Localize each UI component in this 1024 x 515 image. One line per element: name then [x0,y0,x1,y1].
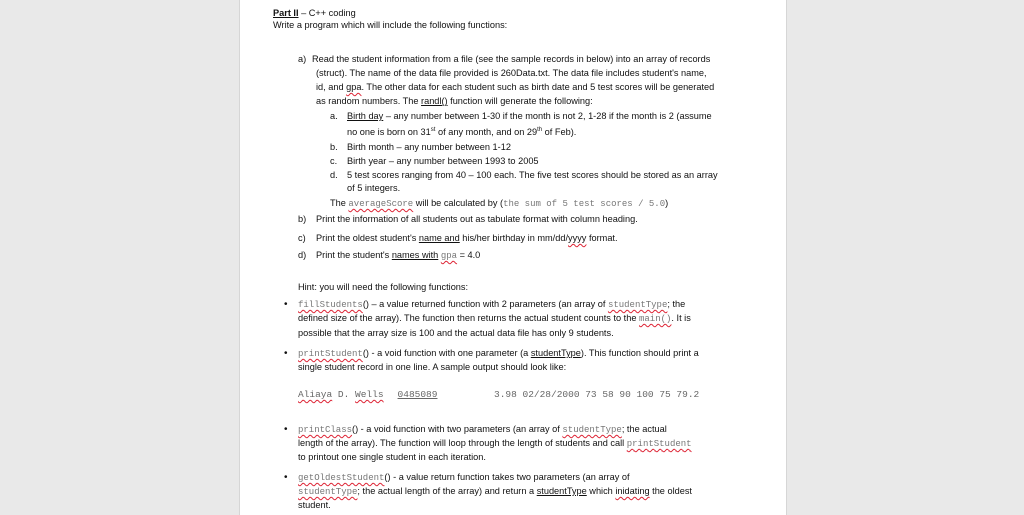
fn3-line-1 [298,424,667,436]
text-span: () - a void function with one parameter (a [362,348,531,358]
gpa-code: gpa [440,251,458,261]
text-span: . It is [671,313,691,323]
sub-a-line-1 [347,111,712,122]
main-code: main() [639,314,672,324]
yyyy-term: yyyy [568,233,587,243]
fn2-line-1 [298,348,699,360]
sub-b-text: Birth month – any number between 1-12 [347,142,511,152]
text-span: ; the actual length of the array) and return a [357,486,537,496]
student-type-code: studentType [298,487,358,497]
sample-first-name: Aliaya [298,389,333,400]
student-type-term: studentType [536,486,587,496]
fn2-line-2: single student record in one line. A sample output should look like: [298,362,567,372]
fn1-line-1 [298,299,685,311]
name-and-term: name and [418,233,460,243]
fn4-line-1 [298,472,630,484]
get-oldest-student-code: getOldestStudent [298,473,385,483]
superscript: st [430,127,436,133]
intro-text: Write a program which will include the following functions: [273,20,508,30]
hint-text: Hint: you will need the following functions: [298,282,469,292]
part-label: Part II [273,8,299,18]
text-span: ) [665,198,669,208]
text-span: . The other data for each student such as birth date and 5 test scores will be generated [361,82,715,92]
sample-output-values: 3.98 02/28/2000 73 58 90 100 75 79.2 [494,389,700,400]
superscript: th [537,127,543,133]
names-with-term: names with [391,250,439,260]
sample-last-name: Wells [355,389,384,400]
sample-initial: D. [332,389,356,400]
gpa-term: gpa [346,82,362,92]
rand-term: randl() [421,96,448,106]
sub-a-marker: a. [330,111,338,121]
text-span: ; the [667,299,686,309]
task-a-marker: a) [298,54,307,64]
text-span: () – a value returned function with 2 parameters (an array of [362,299,608,309]
text-span: id, and [316,82,347,92]
bullet-fill-students: • [284,299,288,310]
fn4-line-3: student. [298,500,331,510]
sub-d-line-2: of 5 integers. [347,183,401,193]
task-b-text: Print the information of all students out as tabulate format with column heading. [316,214,638,224]
average-score-code: averageScore [348,199,414,209]
print-student-code: printStudent [626,439,692,449]
student-type-term: studentType [530,348,581,358]
text-span: length of the array). The function will loop through the length of students and call [298,438,627,448]
task-a-line-4 [316,96,593,107]
text-span: function will generate the following: [447,96,593,106]
text-span: ). This function should print a [580,348,699,358]
fill-students-code: fillStudents [298,300,363,310]
text-span: the oldest [649,486,692,496]
part-subtitle: – C++ coding [301,8,356,18]
task-d-text [316,250,480,262]
task-b-marker: b) [298,214,307,224]
print-student-code: printStudent [298,349,363,359]
text-span: – any number between 1-30 if the month is not 2, 1-28 if the month is 2 (assume [383,111,712,121]
part-heading [273,8,356,19]
student-type-code: studentType [562,425,622,435]
sample-id: 0485089 [397,389,438,400]
sub-c-text: Birth year – any number between 1993 to 2005 [347,156,539,166]
student-type-code: studentType [607,300,668,310]
bullet-print-class: • [284,424,288,435]
text-span: () - a void function with two parameters (an array of [352,424,563,434]
sub-a-line-2 [347,125,576,138]
inidating-term: inidating [615,486,650,496]
text-span: which [586,486,616,496]
sub-d-line-1: 5 test scores ranging from 40 – 100 each. The five test scores should be stored as an array [347,170,718,180]
fn3-line-3: to printout one single student in each iteration. [298,452,486,462]
text-span: of any month, and on 29 [435,127,538,138]
fn4-line-2 [298,486,692,498]
text-span: ; the actual [621,424,667,434]
text-span: defined size of the array). The function then returns the actual student counts to the [298,313,639,323]
task-c-marker: c) [298,233,306,243]
average-line [330,198,668,210]
task-a-line-3 [316,82,714,93]
text-span: as random numbers. The [316,96,422,106]
task-c-text [316,233,618,244]
fn3-line-2 [298,438,692,450]
sample-output-name-id [298,389,437,400]
task-d-marker: d) [298,250,307,260]
text-span: Print the student's [316,250,392,260]
text-span: = 4.0 [457,250,481,260]
document-page [239,0,787,515]
bullet-get-oldest: • [284,472,288,483]
text-span: his/her birthday in mm/dd/ [459,233,569,243]
text-span: format. [586,233,618,243]
print-class-code: printClass [298,425,353,435]
text-span: The [330,198,349,208]
fn1-line-3: possible that the array size is 100 and the actual data file has only 9 students. [298,328,614,338]
text-span: () - a value return function takes two parameters (an array of [384,472,630,482]
sub-d-marker: d. [330,170,338,180]
average-formula-code: the sum of 5 test scores / 5.0 [503,199,666,209]
text-span: will be calculated by ( [413,198,504,208]
text-span: of Feb). [542,127,577,138]
task-a-line-2: (struct). The name of the data file provided is 260Data.txt. The data file includes student's name, [316,68,707,78]
bullet-print-student: • [284,348,288,359]
text-span: no one is born on 31 [347,127,431,138]
task-a-line-1: Read the student information from a file (see the sample records in below) into an array of records [312,54,711,64]
fn1-line-2 [298,313,691,325]
text-span: Print the oldest student's [316,233,419,243]
sub-b-marker: b. [330,142,338,152]
birth-day-term: Birth day [347,111,384,121]
sub-c-marker: c. [330,156,338,166]
